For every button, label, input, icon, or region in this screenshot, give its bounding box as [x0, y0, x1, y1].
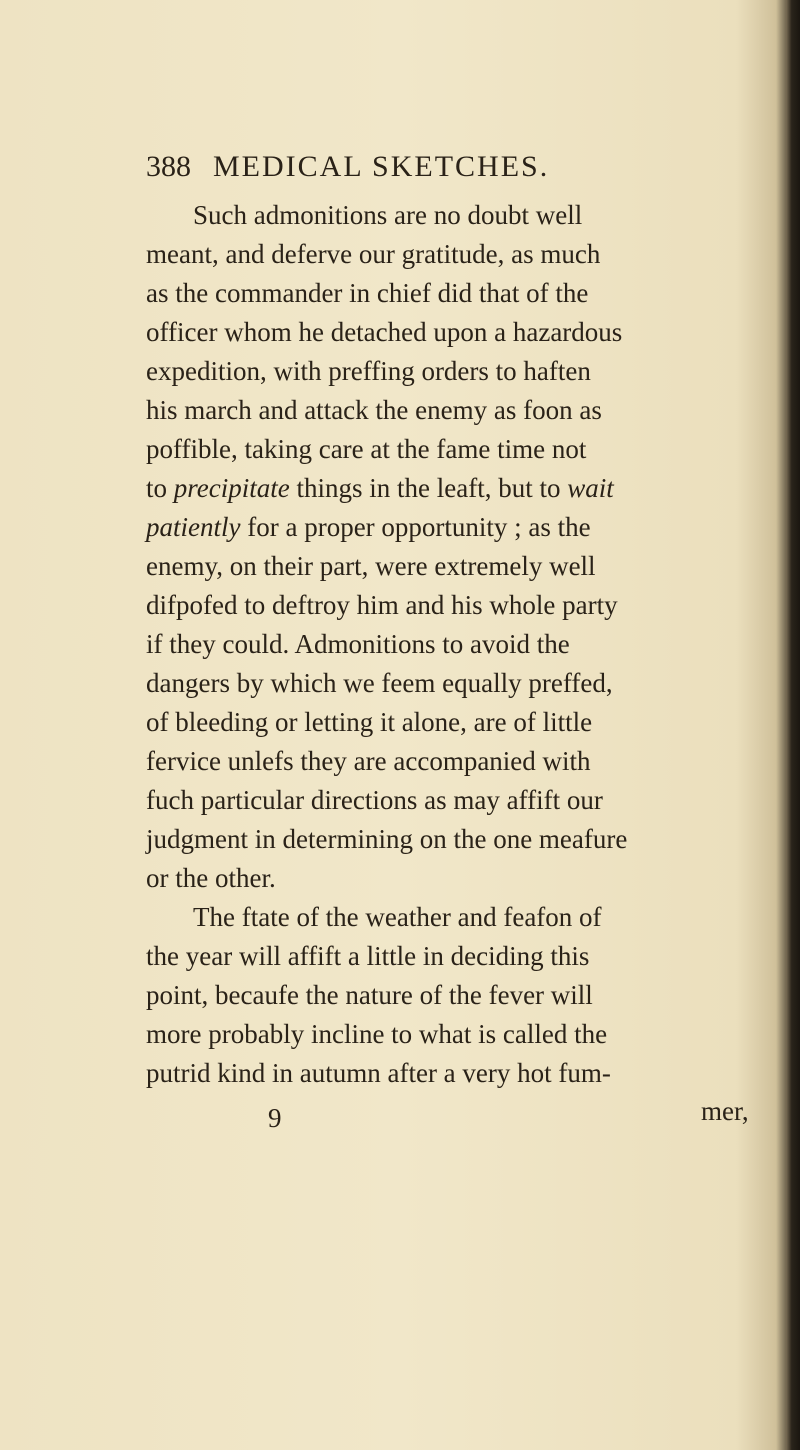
text-line-9: [146, 508, 746, 546]
running-title: MEDICAL SKETCHES.: [213, 150, 550, 183]
text-line-16: fuch particular directions as may affift our: [146, 785, 603, 815]
text-line-22: more probably incline to what is called the: [146, 1019, 608, 1049]
text-line-1: Such admonitions are no doubt well: [193, 200, 583, 230]
signature-mark: 9: [268, 1103, 282, 1133]
text-line-18: or the other.: [146, 863, 276, 893]
italic-patiently: patiently: [146, 512, 241, 542]
text-line-4: officer whom he detached upon a hazardous: [146, 317, 623, 347]
italic-wait: wait: [567, 473, 614, 503]
text-line-20: the year will affift a little in deciding this: [146, 941, 590, 971]
text-line-14: of bleeding or letting it alone, are of little: [146, 707, 593, 737]
text-line-6: his march and attack the enemy as foon as: [146, 395, 602, 425]
text-line-2: meant, and deferve our gratitude, as much: [146, 239, 601, 269]
text-line-21: point, becaufe the nature of the fever will: [146, 980, 593, 1010]
text-line-7: poffible, taking care at the fame time not: [146, 434, 587, 464]
catchword: mer,: [701, 1096, 749, 1126]
page-number: 388: [146, 150, 191, 183]
text-line-11: difpofed to deftroy him and his whole party: [146, 590, 618, 620]
text-fragment: for a proper opportunity ; as the: [240, 512, 591, 542]
text-fragment: things in the leaft, but to: [289, 473, 568, 503]
text-fragment: to: [146, 473, 174, 503]
running-head: [146, 150, 549, 184]
text-line-13: dangers by which we feem equally preffed,: [146, 668, 613, 698]
text-line-15: fervice unlefs they are accompanied with: [146, 746, 591, 776]
text-line-8: [146, 469, 746, 507]
text-line-10: enemy, on their part, were extremely well: [146, 551, 596, 581]
text-line-19: The ftate of the weather and feafon of: [193, 902, 602, 932]
text-line-23: putrid kind in autumn after a very hot fum-: [146, 1058, 611, 1088]
text-line-12: if they could. Admonitions to avoid the: [146, 629, 570, 659]
text-line-5: expedition, with preffing orders to haften: [146, 356, 591, 386]
text-line-17: judgment in determining on the one meafure: [146, 824, 628, 854]
text-line-3: as the commander in chief did that of the: [146, 278, 589, 308]
italic-precipitate: precipitate: [173, 473, 290, 503]
